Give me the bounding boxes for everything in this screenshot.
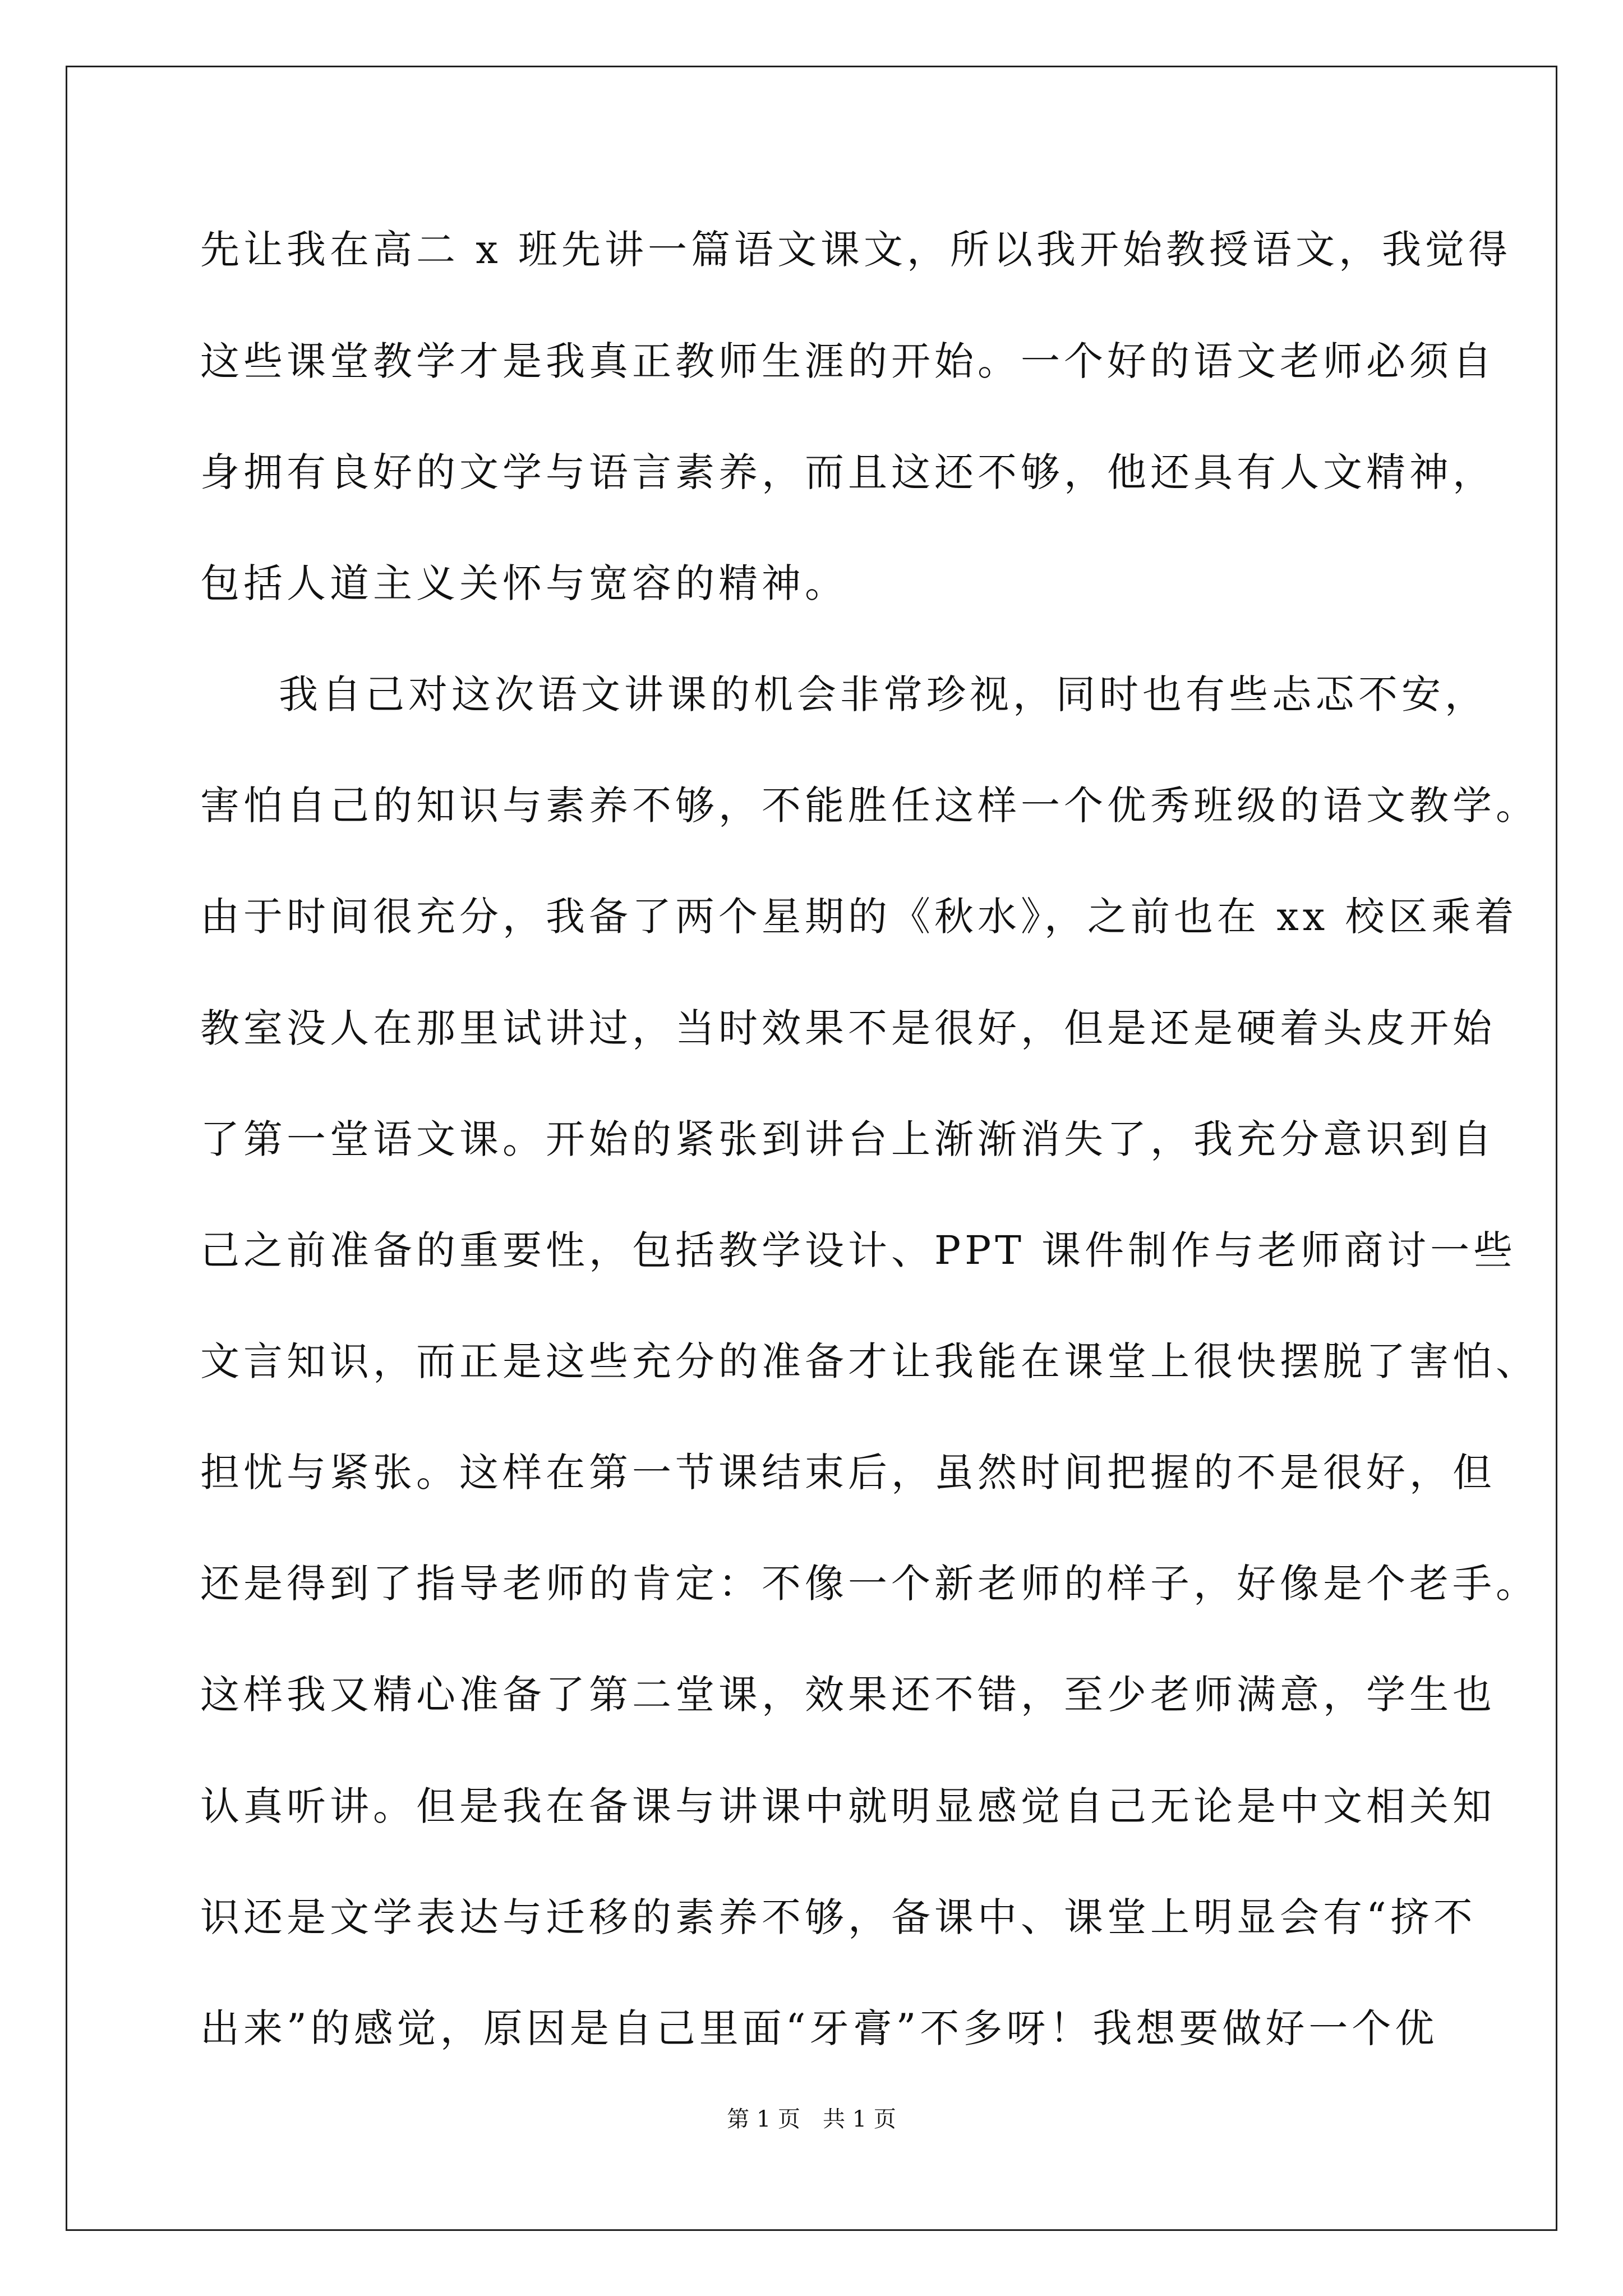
- text-line: 还是得到了指导老师的肯定：不像一个新老师的样子，好像是个老手。: [200, 1561, 1539, 1607]
- text-line: 包括人道主义关怀与宽容的精神。: [200, 560, 848, 606]
- text-line: 出来”的感觉，原因是自己里面“牙膏”不多呀！我想要做好一个优: [200, 2005, 1438, 2051]
- text-line: 先让我在高二 x 班先讲一篇语文课文，所以我开始教授语文，我觉得: [200, 227, 1511, 273]
- text-line: 己之前准备的重要性，包括教学设计、PPT 课件制作与老师商讨一些: [200, 1227, 1517, 1273]
- paragraph-start-line: 我自己对这次语文讲课的机会非常珍视，同时也有些忐忑不安，: [279, 671, 1488, 717]
- text-line: 教室没人在那里试讲过，当时效果不是很好，但是还是硬着头皮开始: [200, 1005, 1496, 1051]
- text-line: 害怕自己的知识与素养不够，不能胜任这样一个优秀班级的语文教学。: [200, 783, 1539, 829]
- text-line: 这样我又精心准备了第二堂课，效果还不错，至少老师满意，学生也: [200, 1672, 1496, 1718]
- text-line: 了第一堂语文课。开始的紧张到讲台上渐渐消失了，我充分意识到自: [200, 1116, 1496, 1162]
- text-line: 由于时间很充分，我备了两个星期的《秋水》，之前也在 xx 校区乘着: [200, 894, 1518, 940]
- text-line: 身拥有良好的文学与语言素养，而且这还不够，他还具有人文精神，: [200, 449, 1496, 495]
- text-line: 文言知识，而正是这些充分的准备才让我能在课堂上很快摆脱了害怕、: [200, 1338, 1539, 1384]
- text-line: 担忧与紧张。这样在第一节课结束后，虽然时间把握的不是很好，但: [200, 1450, 1496, 1496]
- text-line: 这些课堂教学才是我真正教师生涯的开始。一个好的语文老师必须自: [200, 338, 1496, 384]
- page-number-footer: 第 1 页 共 1 页: [727, 2106, 896, 2132]
- text-line: 认真听讲。但是我在备课与讲课中就明显感觉自己无论是中文相关知: [200, 1783, 1496, 1829]
- text-line: 识还是文学表达与迁移的素养不够，备课中、课堂上明显会有“挤不: [200, 1894, 1477, 1940]
